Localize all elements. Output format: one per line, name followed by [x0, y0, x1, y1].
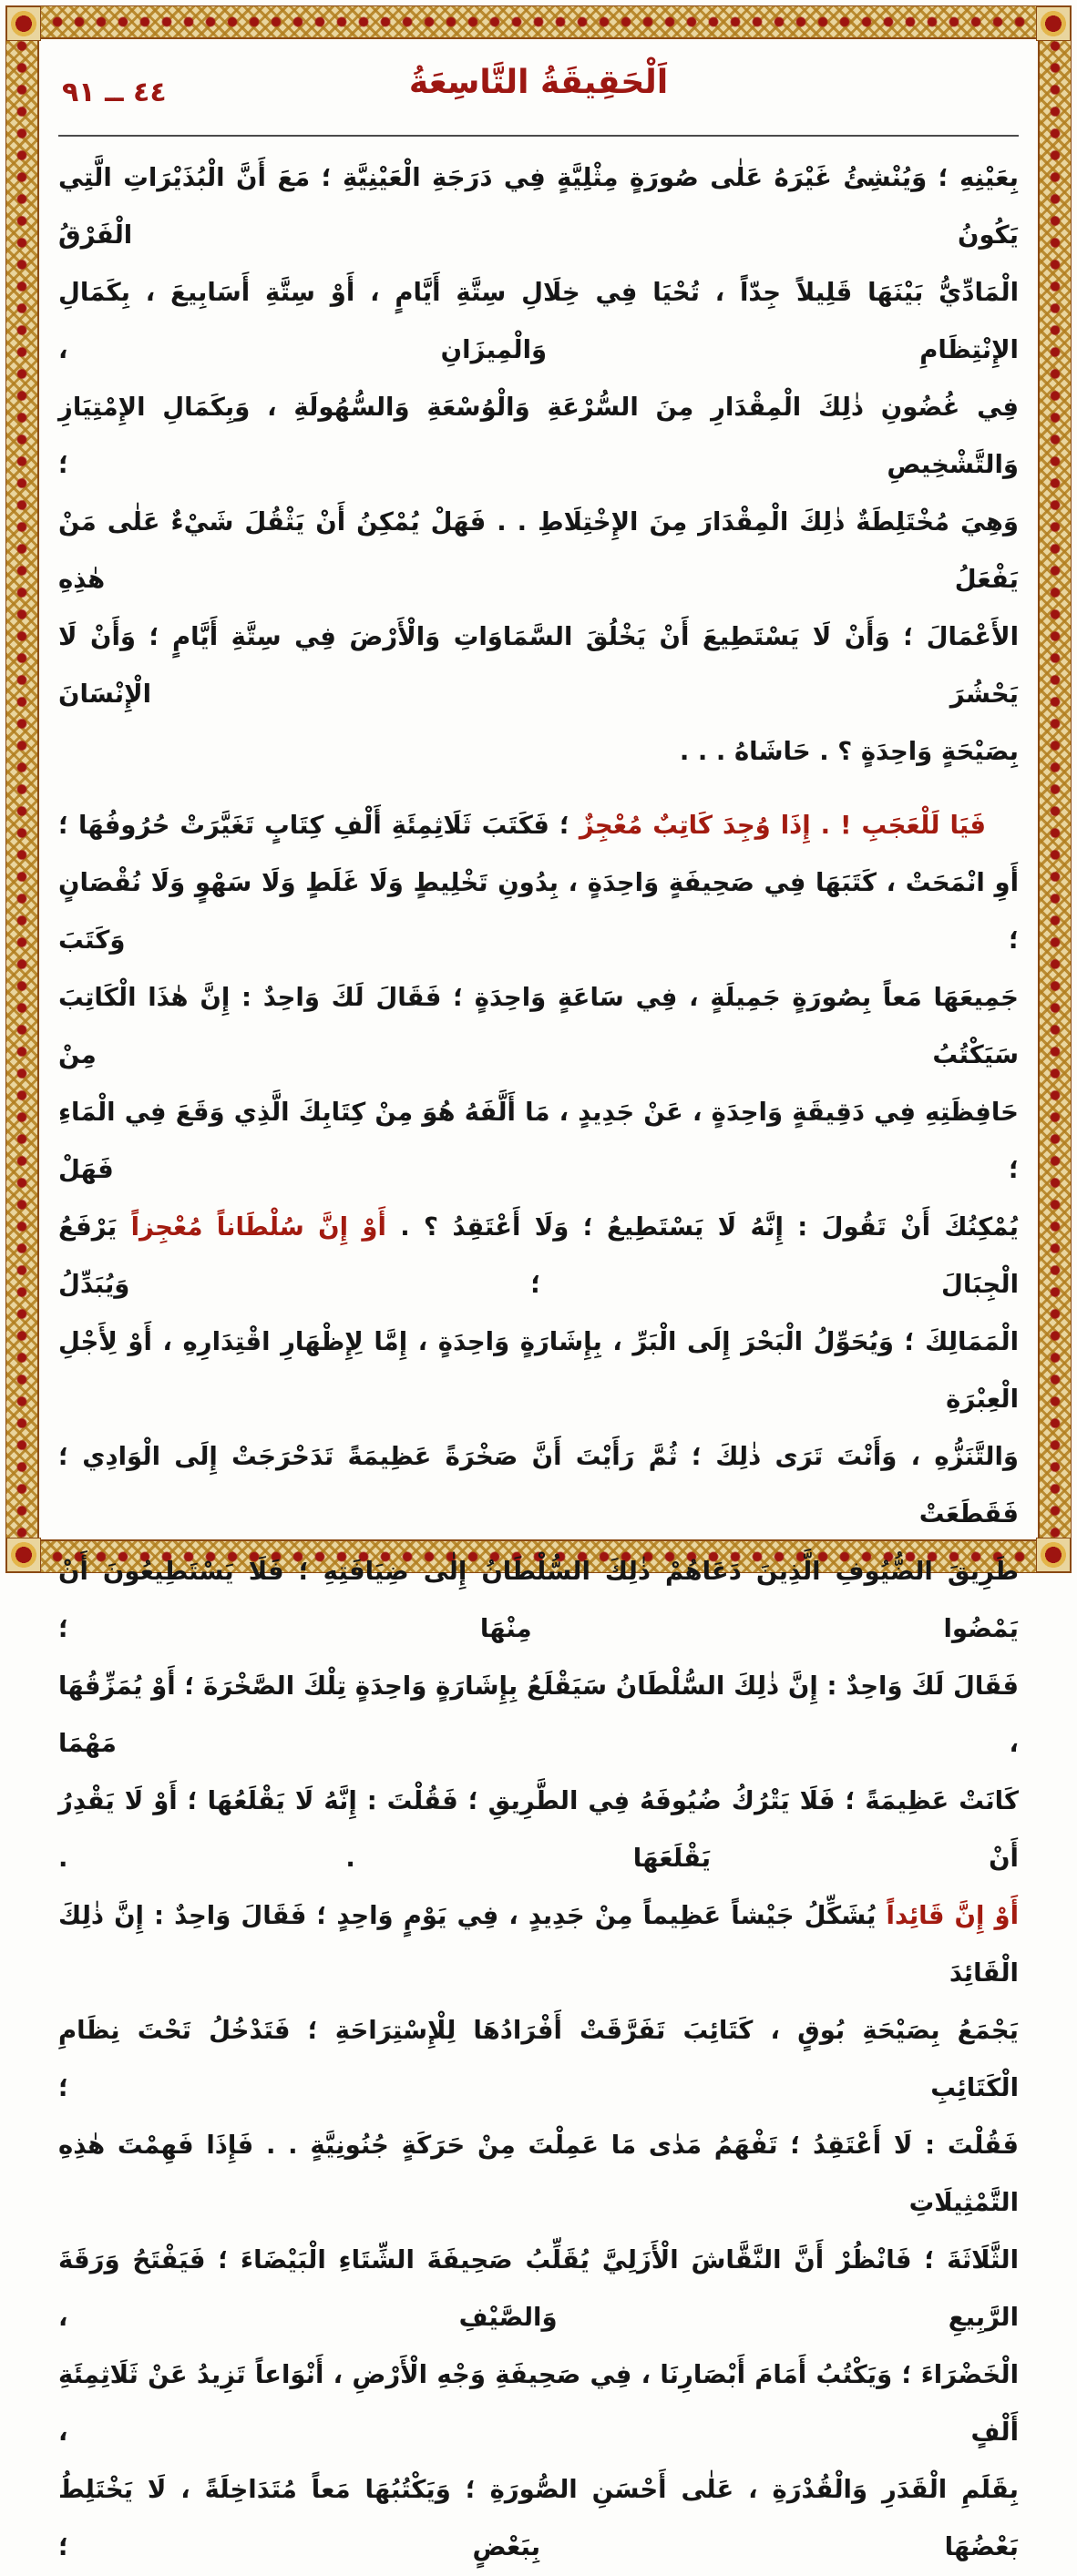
- paragraph: [58, 149, 1019, 781]
- text-line: [58, 2461, 1019, 2576]
- body-text: الْمَادِّيُّ بَيْنَهَا قَلِيلاً جِدّاً ، تُحْيَا فِي خِلَالِ سِتَّةِ أَيَّامٍ ، أَوْ سِتَّةِ أَسَابِيعَ ، بِكَمَالِ الإِنْتِظَامِ وَالْمِيزَانِ ،: [58, 278, 1019, 364]
- body-text: جَمِيعَهَا مَعاً بِصُورَةٍ جَمِيلَةٍ ، فِي سَاعَةٍ وَاحِدَةٍ ؛ فَقَالَ لَكَ وَاحِدٌ : إِنَّ هٰذَا الْكَاتِبَ سَيَكْتُبُ مِنْ: [58, 983, 1019, 1069]
- text-line: [58, 149, 1019, 264]
- highlight-red-text: أَوْ إِنَّ سُلْطَاناً مُعْجِزاً: [130, 1212, 386, 1242]
- text-line: [58, 608, 1019, 723]
- border-left-edge: [6, 6, 39, 1572]
- text-line: [58, 2232, 1019, 2346]
- header-rule: [58, 135, 1019, 137]
- text-line: [58, 969, 1019, 1084]
- text-line: [58, 1658, 1019, 1773]
- text-line: [58, 494, 1019, 608]
- text-line: [58, 1314, 1019, 1428]
- body-text: طَرِيقَ الضُّيُوفِ الَّذِينَ دَعَاهُمْ ذٰلِكَ السُّلْطَانُ إِلٰى ضِيَافَتِهِ ؛ فَلَا يَسْتَطِيعُونَ أَنْ يَمْضُوا مِنْهَا ؛: [58, 1557, 1019, 1643]
- body-text: يُشَكِّلُ جَيْشاً عَظِيماً مِنْ جَدِيدٍ ، فِي يَوْمٍ وَاحِدٍ ؛ فَقَالَ وَاحِدٌ : إِنَّ ذٰلِكَ الْقَائِدَ: [58, 1901, 1019, 1988]
- body-text: يُمْكِنُكَ أَنْ تَقُولَ : إِنَّهُ لَا يَسْتَطِيعُ ؛ وَلَا أَعْتَقِدُ ؟ .: [385, 1212, 1019, 1242]
- text-line: [58, 1773, 1019, 1887]
- border-right-edge: [1038, 6, 1071, 1572]
- body-text: الْمَمَالِكَ ؛ وَيُحَوِّلُ الْبَحْرَ إِلَى الْبَرِّ ، بِإِشَارَةٍ وَاحِدَةٍ ، إِمَّا لِإِظْهَارِ اقْتِدَارِهِ ، أَوْ لِأَجْلِ الْعِبْرَةِ: [58, 1327, 1019, 1414]
- page-title: اَلْحَقِيقَةُ التَّاسِعَةُ: [408, 64, 669, 101]
- text-line: [58, 2002, 1019, 2117]
- body-text: بِعَيْنِهِ ؛ وَيُنْشِئُ غَيْرَهُ عَلٰى صُورَةٍ مِثْلِيَّةٍ فِي دَرَجَةِ الْعَيْنِيَّةِ ؛ مَعَ أَنَّ الْبُذَيْرَاتِ الَّتِي يَكُونُ الْفَرْقُ: [58, 163, 1019, 250]
- page-content: [58, 49, 1019, 2561]
- body-text: حَافِظَتِهِ فِي دَقِيقَةٍ وَاحِدَةٍ ، عَنْ جَدِيدٍ ، مَا أَلَّفَهُ هُوَ مِنْ كِتَابِكَ الَّذِي وَقَعَ فِي الْمَاءِ ؛ فَهَلْ: [58, 1098, 1019, 1184]
- body-text: فِي غُضُونِ ذٰلِكَ الْمِقْدَارِ مِنَ السُّرْعَةِ وَالْوُسْعَةِ وَالسُّهُولَةِ ، وَبِكَمَالِ الإِمْتِيَازِ وَالتَّشْخِيصِ ؛: [58, 393, 1019, 479]
- text-line: [58, 1887, 1019, 2002]
- text-line: [58, 2346, 1019, 2461]
- body-text: الثَّلَاثَةَ ؛ فَانْظُرْ أَنَّ النَّقَّاشَ الْأَزَلِيَّ يُقَلِّبُ صَحِيفَةَ الشِّتَاءِ الْبَيْضَاءَ ؛ فَيَفْتَحُ وَرَقَةَ الرَّبِيعِ وَالصَّيْفِ ،: [58, 2245, 1019, 2332]
- text-line: [58, 1428, 1019, 1543]
- border-top-edge: [6, 6, 1071, 39]
- text-line: [58, 723, 1019, 781]
- border-corner-ornament: [1036, 6, 1071, 41]
- border-corner-ornament: [6, 1538, 41, 1572]
- page-header: [58, 49, 1019, 135]
- highlight-red-text: فَيَا لَلْعَجَبِ ! . إِذَا وُجِدَ كَاتِبٌ مُعْجِزٌ: [579, 811, 987, 840]
- text-line: [58, 264, 1019, 379]
- text-line: [58, 854, 1019, 969]
- highlight-red-text: أَوْ إِنَّ قَائِداً: [886, 1901, 1019, 1930]
- text-line: [58, 797, 1019, 854]
- text-line: [58, 1199, 1019, 1314]
- page-number: ٤٤ ــ ٩١: [62, 77, 167, 108]
- text-line: [58, 379, 1019, 494]
- body-text: أَوِ انْمَحَتْ ، كَتَبَهَا فِي صَحِيفَةٍ وَاحِدَةٍ ، بِدُونِ تَخْلِيطٍ وَلَا غَلَطٍ وَلَا سَهْوٍ وَلَا نُقْصَانٍ ؛ وَكَتَبَ: [58, 868, 1019, 955]
- text-line: [58, 2117, 1019, 2232]
- body-text: يَرْفَعُ الْجِبَالَ ؛ وَيُبَدِّلُ: [58, 1212, 1019, 1299]
- body-text: وَهِيَ مُخْتَلِطَةٌ ذٰلِكَ الْمِقْدَارَ مِنَ الإِخْتِلَاطِ . . فَهَلْ يُمْكِنُ أَنْ يَثْقُلَ شَيْءٌ عَلٰى مَنْ يَفْعَلُ هٰذِهِ: [58, 507, 1019, 594]
- body-text: فَقُلْتَ : لَا أَعْتَقِدُ ؛ تَفْهَمُ مَدٰى مَا عَمِلْتَ مِنْ حَرَكَةٍ جُنُونِيَّةٍ . . فَإِذَا فَهِمْتَ هٰذِهِ التَّمْثِيلَاتِ: [58, 2131, 1019, 2217]
- body-text: كَانَتْ عَظِيمَةً ؛ فَلَا يَتْرُكُ ضُيُوفَهُ فِي الطَّرِيقِ ؛ فَقُلْتَ : إِنَّهُ لَا يَقْلَعُهَا ؛ أَوْ لَا يَقْدِرُ أَنْ يَقْلَعَهَا . .: [58, 1786, 1019, 1873]
- paragraph: [58, 797, 1019, 2576]
- body-text: وَالتَّنَزُّهِ ، وَأَنْتَ تَرَى ذٰلِكَ ؛ ثُمَّ رَأَيْتَ أَنَّ صَخْرَةً عَظِيمَةً تَدَحْرَجَتْ إِلَى الْوَادِي ؛ فَقَطَعَتْ: [58, 1442, 1019, 1528]
- text-line: [58, 1543, 1019, 1658]
- border-corner-ornament: [1036, 1538, 1071, 1572]
- body-text: بِصَيْحَةٍ وَاحِدَةٍ ؟ . حَاشَاهُ . . .: [679, 737, 1019, 766]
- body-text: الْخَضْرَاءَ ؛ وَيَكْتُبُ أَمَامَ أَبْصَارِنَا ، فِي صَحِيفَةِ وَجْهِ الْأَرْضِ ، أَنْوَاعاً تَزِيدُ عَنْ ثَلَاثِمِئَةِ أَلْفٍ ،: [58, 2360, 1019, 2447]
- body-text: فَقَالَ لَكَ وَاحِدٌ : إِنَّ ذٰلِكَ السُّلْطَانُ سَيَقْلَعُ بِإِشَارَةٍ وَاحِدَةٍ تِلْكَ الصَّخْرَةَ ؛ أَوْ يُمَزِّقُهَا ، مَهْمَا: [58, 1671, 1019, 1758]
- body-text: بِقَلَمِ الْقَدَرِ وَالْقُدْرَةِ ، عَلٰى أَحْسَنِ الصُّورَةِ ؛ وَيَكْتُبُهَا مَعاً مُتَدَاخِلَةً ، لَا يَخْتَلِطُ بَعْضُهَا بِبَعْضٍ ؛: [58, 2475, 1019, 2561]
- body-text: يَجْمَعُ بِصَيْحَةِ بُوقٍ ، كَتَائِبَ تَفَرَّقَتْ أَفْرَادُهَا لِلْإِسْتِرَاحَةِ ؛ فَتَدْخُلُ تَحْتَ نِظَامِ الْكَتَائِبِ ؛: [58, 2016, 1019, 2102]
- text-body: [58, 149, 1019, 2576]
- text-line: [58, 1084, 1019, 1199]
- body-text: الأَعْمَالَ ؛ وَأَنْ لَا يَسْتَطِيعَ أَنْ يَخْلُقَ السَّمَاوَاتِ وَالْأَرْضَ فِي سِتَّةِ أَيَّامٍ ؛ وَأَنْ لَا يَحْشُرَ الْإِنْسَانَ: [58, 622, 1019, 709]
- border-corner-ornament: [6, 6, 41, 41]
- body-text: ؛ فَكَتَبَ ثَلَاثِمِئَةِ أَلْفِ كِتَابٍ تَغَيَّرَتْ حُرُوفُهَا ؛: [58, 811, 580, 840]
